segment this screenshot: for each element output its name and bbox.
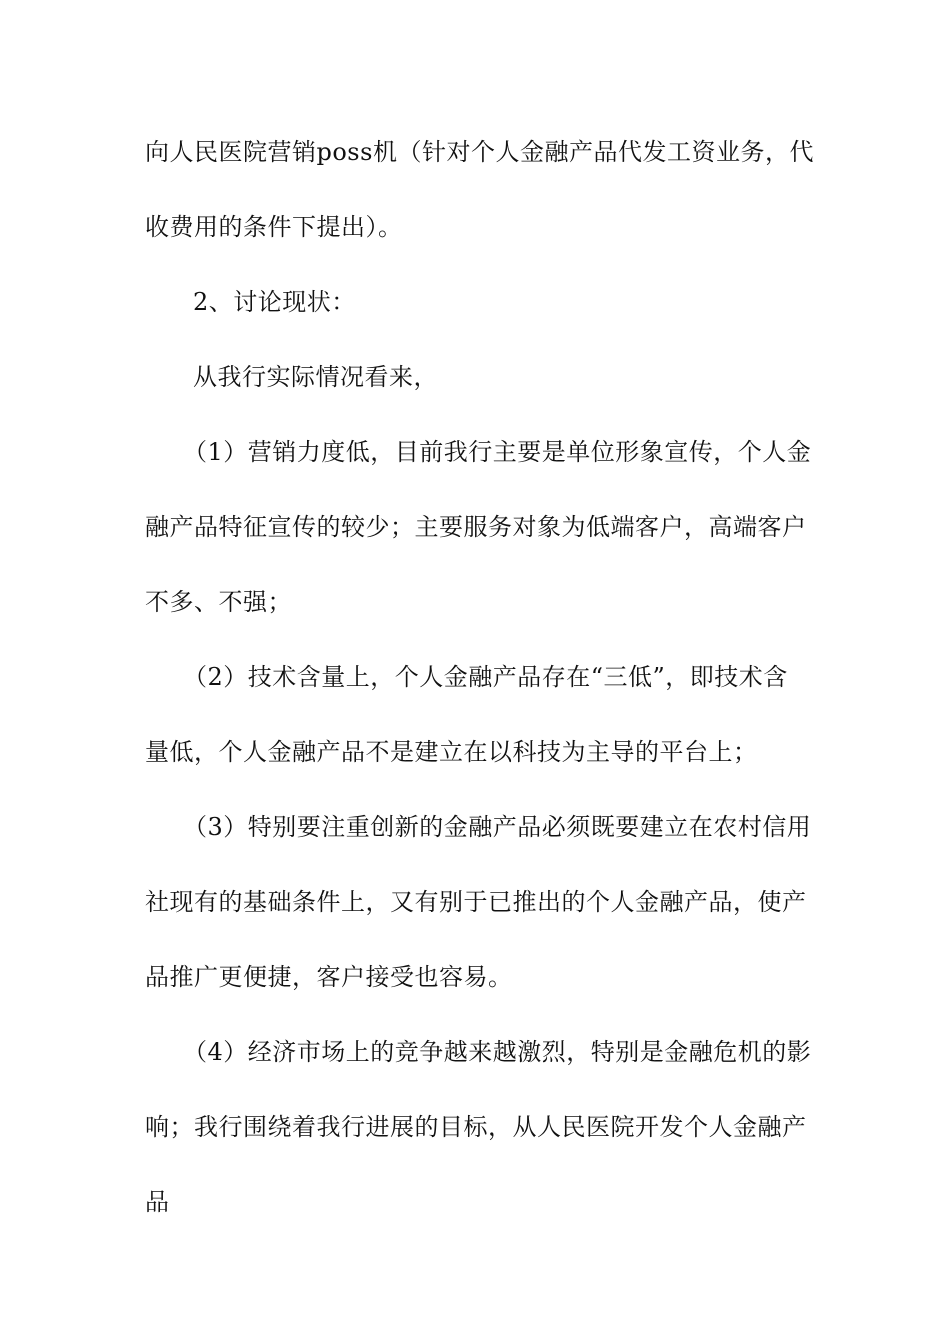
text-line: 从我行实际情况看来， bbox=[193, 363, 438, 391]
section-heading: 2、讨论现状： bbox=[193, 288, 356, 316]
text-line: 融产品特征宣传的较少；主要服务对象为低端客户，高端客户 bbox=[145, 513, 807, 541]
text-line: 量低，个人金融产品不是建立在以科技为主导的平台上； bbox=[145, 738, 758, 766]
text-line: 向人民医院营销poss机（针对个人金融产品代发工资业务，代 bbox=[145, 138, 814, 166]
text-line: 收费用的条件下提出）。 bbox=[145, 213, 403, 241]
text-line: 社现有的基础条件上，又有别于已推出的个人金融产品，使产 bbox=[145, 888, 807, 916]
text-line: （3）特别要注重创新的金融产品必须既要建立在农村信用 bbox=[183, 813, 812, 841]
text-line: 品 bbox=[145, 1188, 170, 1216]
text-line: 不多、不强； bbox=[145, 588, 292, 616]
text-line: （2）技术含量上，个人金融产品存在“三低”，即技术含 bbox=[183, 663, 788, 691]
text-line: （4）经济市场上的竞争越来越激烈，特别是金融危机的影 bbox=[183, 1038, 812, 1066]
text-line: （1）营销力度低，目前我行主要是单位形象宣传，个人金 bbox=[183, 438, 812, 466]
text-line: 响；我行围绕着我行进展的目标，从人民医院开发个人金融产 bbox=[145, 1113, 807, 1141]
text-line: 品推广更便捷，客户接受也容易。 bbox=[145, 963, 513, 991]
